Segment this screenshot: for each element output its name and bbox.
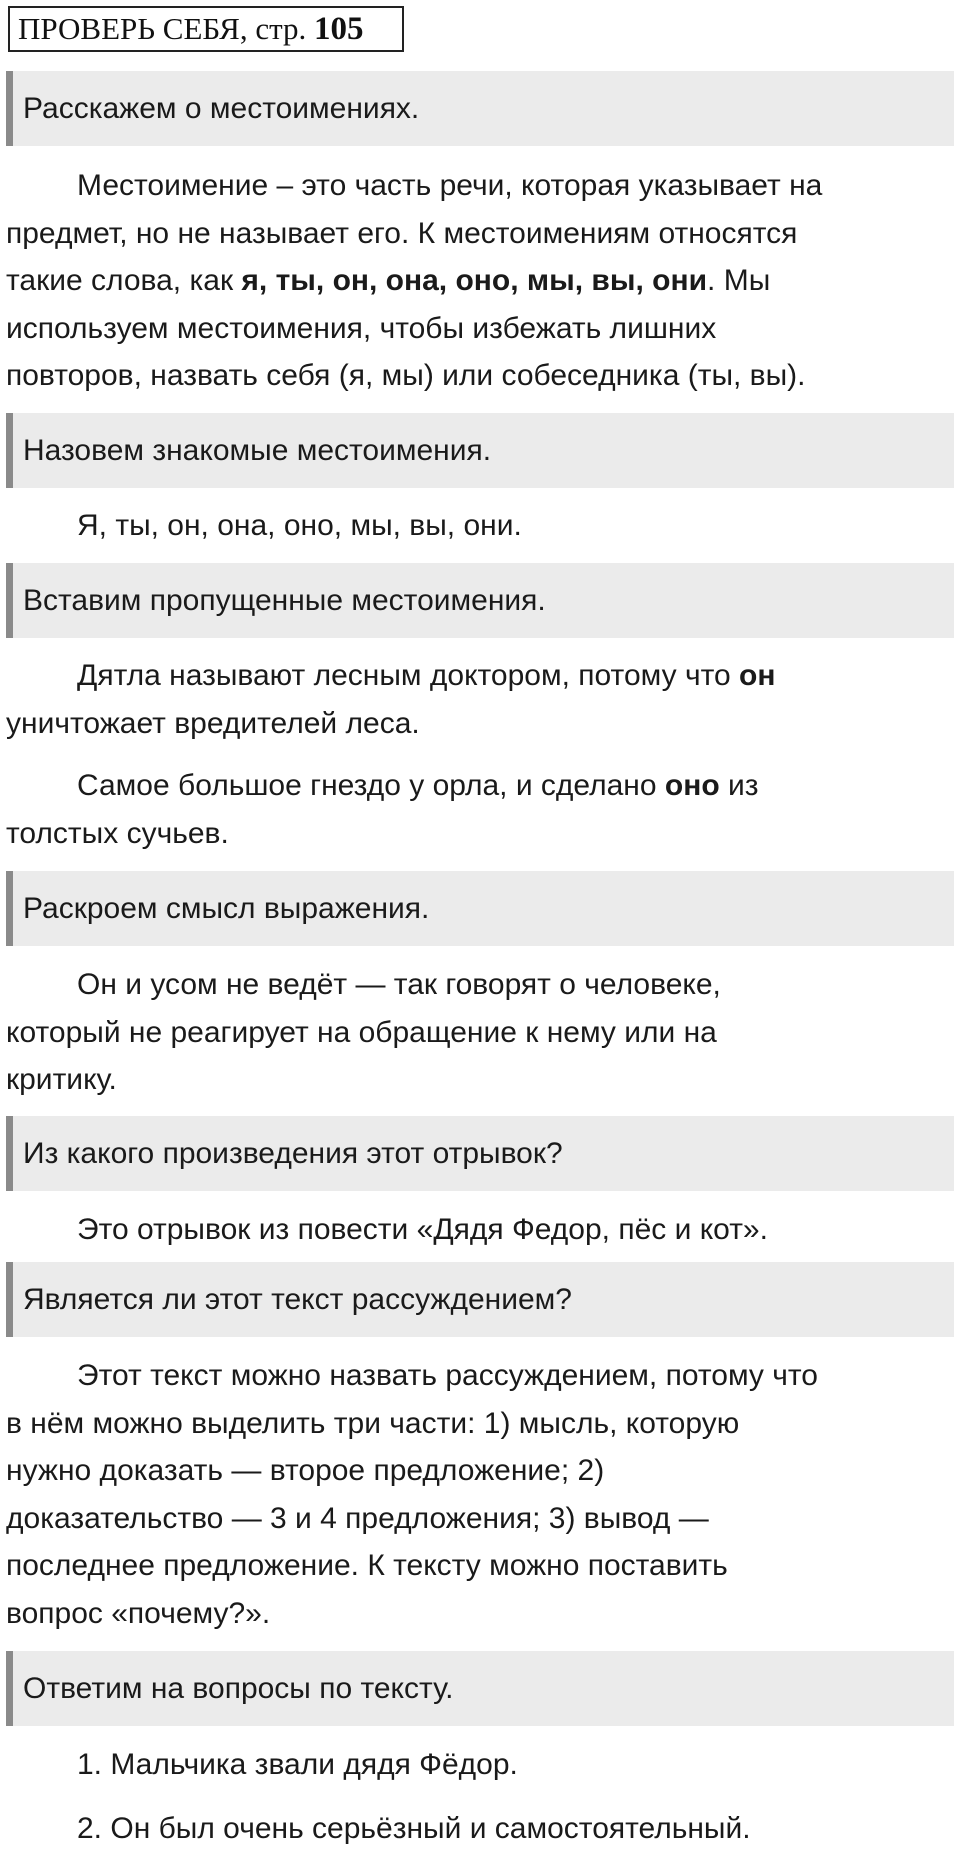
text-span: . Мы xyxy=(707,264,770,297)
text-line xyxy=(6,762,954,810)
paragraph-pronoun-definition xyxy=(6,162,954,400)
text-line: который не реагирует на обращение к нему или на xyxy=(6,1009,954,1057)
list-item: 1. Мальчика звали дядя Фёдор. xyxy=(6,1741,954,1789)
text-line: уничтожает вредителей леса. xyxy=(6,700,954,748)
text-line: используем местоимения, чтобы избежать лишних xyxy=(6,305,954,353)
text-line: толстых сучьев. xyxy=(6,810,954,858)
paragraph-work-answer xyxy=(6,1206,954,1254)
text-line: нужно доказать — второе предложение; 2) xyxy=(6,1447,954,1495)
paragraph-woodpecker xyxy=(6,652,954,747)
text-line: критику. xyxy=(6,1056,954,1104)
paragraph-reasoning xyxy=(6,1352,954,1637)
section-heading-insert-pronouns: Вставим пропущенные местоимения. xyxy=(6,563,954,638)
text-span: Дятла называют лесным доктором, потому что xyxy=(77,659,739,692)
section-heading-which-work: Из какого произведения этот отрывок? xyxy=(6,1116,954,1191)
text-line: Этот текст можно назвать рассуждением, потому что xyxy=(6,1352,954,1400)
list-item: 2. Он был очень серьёзный и самостоятельный. xyxy=(6,1805,954,1852)
bold-pronoun: он xyxy=(739,659,775,692)
text-line: последнее предложение. К тексту можно поставить xyxy=(6,1542,954,1590)
section-heading-pronouns-about: Расскажем о местоимениях. xyxy=(6,71,954,146)
text-line: предмет, но не называет его. К местоимениям относятся xyxy=(6,210,954,258)
text-line: Он и усом не ведёт — так говорят о человеке, xyxy=(6,961,954,1009)
section-heading-known-pronouns: Назовем знакомые местоимения. xyxy=(6,413,954,488)
text-line xyxy=(6,257,954,305)
text-line: вопрос «почему?». xyxy=(6,1590,954,1638)
text-line: Местоимение – это часть речи, которая указывает на xyxy=(6,162,954,210)
answer-list xyxy=(6,1741,954,1852)
text-span: Самое большое гнездо у орла, и сделано xyxy=(77,769,665,802)
bold-pronoun: оно xyxy=(665,769,720,802)
section-heading-reasoning: Является ли этот текст рассуждением? xyxy=(6,1262,954,1337)
title-text: ПРОВЕРЬ СЕБЯ, стр. xyxy=(18,11,306,46)
paragraph-expression xyxy=(6,961,954,1104)
text-line: Я, ты, он, она, оно, мы, вы, они. xyxy=(6,502,954,550)
text-span: такие слова, как xyxy=(6,264,241,297)
text-line: доказательство — 3 и 4 предложения; 3) вывод — xyxy=(6,1495,954,1543)
text-span: из xyxy=(720,769,759,802)
text-line: повторов, назвать себя (я, мы) или собеседника (ты, вы). xyxy=(6,352,954,400)
section-heading-answer-questions: Ответим на вопросы по тексту. xyxy=(6,1651,954,1726)
section-heading-expression-meaning: Раскроем смысл выражения. xyxy=(6,871,954,946)
page-number: 105 xyxy=(314,11,364,47)
text-line: в нём можно выделить три части: 1) мысль, которую xyxy=(6,1400,954,1448)
text-line: Это отрывок из повести «Дядя Федор, пёс и кот». xyxy=(6,1206,954,1254)
text-line xyxy=(6,652,954,700)
paragraph-pronoun-list xyxy=(6,502,954,550)
page-title xyxy=(8,6,404,52)
paragraph-eagle-nest xyxy=(6,762,954,857)
bold-pronoun-list: я, ты, он, она, оно, мы, вы, они xyxy=(241,264,707,297)
